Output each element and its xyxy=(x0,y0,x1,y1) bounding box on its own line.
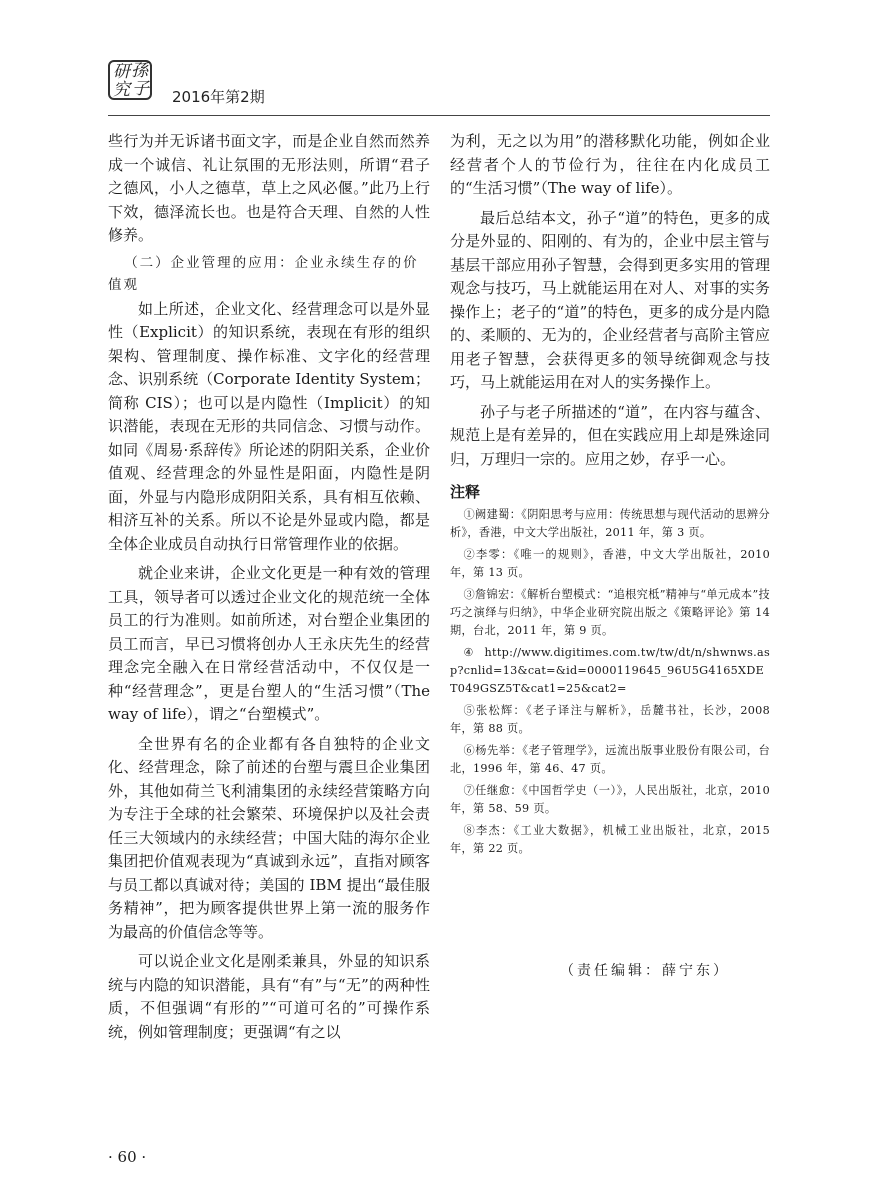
page-number: · 60 · xyxy=(108,1148,147,1166)
logo-char: 研 xyxy=(113,62,130,82)
footnote: ⑤张松辉：《老子译注与解析》，岳麓书社，长沙，2008 年，第 88 页。 xyxy=(450,704,770,735)
footnote: ⑦任继愈：《中国哲学史（一）》，人民出版社，北京，2010 年，第 58、59 页。 xyxy=(450,784,770,815)
logo-char: 孫 xyxy=(131,61,148,81)
logo-char: 子 xyxy=(132,79,149,99)
notes-heading: 注释 xyxy=(450,483,481,501)
footnote: ③詹锦宏：《解析台塑模式：“追根究柢”精神与“单元成本”技巧之演绎与归纳》，中华企业研究院出版之《策略评论》第 14 期，台北，2011 年，第 9 页。 xyxy=(450,588,770,637)
footnote: ⑥杨先举：《老子管理学》，远流出版事业股份有限公司，台北，1996 年，第 46、47 页。 xyxy=(450,744,770,775)
footnote: ⑧李杰：《工业大数据》，机械工业出版社，北京，2015 年，第 22 页。 xyxy=(450,824,770,855)
left-column xyxy=(108,130,430,1044)
paragraph: 些行为并无诉诸书面文字，而是企业自然而然养成一个诚信、礼让氛围的无形法则，所谓“君子之德风，小人之德草，草上之风必偃。”此乃上行下效，德泽流长也。也是符合天理、自然的人性修养。 xyxy=(108,132,430,244)
paragraph: 为利，无之以为用”的潜移默化功能，例如企业经营者个人的节俭行为，往往在内化成员工的“生活习惯”（The way of life）。 xyxy=(450,132,770,197)
paragraph: 就企业来讲，企业文化更是一种有效的管理工具，领导者可以透过企业文化的规范统一全体员工的行为准则。如前所述，对台塑企业集团的员工而言，早已习惯将创办人王永庆先生的经营理念完全融入在日常经营活动中，不仅仅是一种“经营理念”，更是台塑人的“生活习惯”（The way of life），谓之“台塑模式”。 xyxy=(108,564,430,723)
logo-char: 究 xyxy=(113,80,130,100)
paragraph: 孙子与老子所描述的“道”，在内容与蕴含、规范上是有差异的，但在实践应用上却是殊途同归，万理归一宗的。应用之妙，存乎一心。 xyxy=(450,402,770,468)
paragraph: 如上所述，企业文化、经营理念可以是外显性（Explicit）的知识系统，表现在有形的组织架构、管理制度、操作标准、文字化的经营理念、识别系统（Corporate Identity System；简称 CIS）；也可以是内隐性（Implicit）的知识潜能，表现在无形的共同信念、习惯与动作。如同《周易·系辞传》所论述的阴阳关系，企业价值观、经营理念的外显性是阳面，内隐性是阴面，外显与内隐形成阴阳关系，具有相互依赖、相济互补的关系。所以不论是外显或内隐，都是全体企业成员自动执行日常管理作业的依据。 xyxy=(108,299,430,553)
paragraph: 可以说企业文化是刚柔兼具，外显的知识系统与内隐的知识潜能，具有“有”与“无”的两种性质，不但强调“有形的”“可道可名的”可操作系统，例如管理制度；更强调“有之以 xyxy=(108,952,430,1041)
footnote: ④ http://www.digitimes.com.tw/tw/dt/n/shwnws.asp?cnlid=13&cat=&id=0000119645_96U5G4165XDET049GSZ5T&cat1=25&cat2= xyxy=(450,646,770,695)
right-column xyxy=(450,130,770,862)
journal-logo xyxy=(108,60,152,100)
paragraph: 最后总结本文，孙子“道”的特色，更多的成分是外显的、阳刚的、有为的，企业中层主管与基层干部应用孙子智慧，会得到更多实用的管理观念与技巧，马上就能运用在对人、对事的实务操作上；老子的“道”的特色，更多的成分是内隐的、柔顺的、无为的，企业经营者与高阶主管应用老子智慧，会获得更多的领导统御观念与技巧，马上就能运用在对人的实务操作上。 xyxy=(450,208,770,391)
issue-label: 2016年第2期 xyxy=(172,88,265,106)
paragraph: 全世界有名的企业都有各自独特的企业文化、经营理念，除了前述的台塑与震旦企业集团外，其他如荷兰飞利浦集团的永续经营策略方向为专注于全球的社会繁荣、环境保护以及社会责任三大领域内的永续经营；中国大陆的海尔企业集团把价值观表现为“真诚到永远”，直指对顾客与员工都以真诚对待；美国的 IBM 提出“最佳服务精神”，把为顾客提供世界上第一流的服务作为最高的价值信念等等。 xyxy=(108,734,430,941)
section-subheading: （二）企业管理的应用：企业永续生存的价值观 xyxy=(108,254,419,293)
header-divider xyxy=(108,115,770,116)
responsible-editor: （责任编辑：薛宁东） xyxy=(560,963,730,979)
footnote: ②李零：《唯一的规则》，香港，中文大学出版社，2010 年，第 13 页。 xyxy=(450,548,770,579)
footnote: ①阙建蜀：《阴阳思考与应用：传统思想与现代活动的思辨分析》，香港，中文大学出版社，2011 年，第 3 页。 xyxy=(450,508,770,539)
